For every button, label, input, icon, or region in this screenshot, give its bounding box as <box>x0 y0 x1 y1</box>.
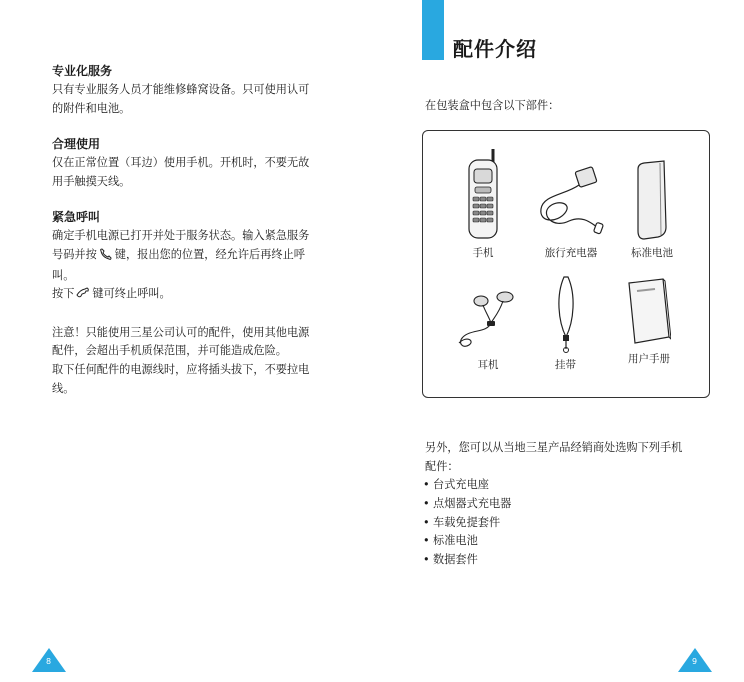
body-text: 按下 <box>52 287 75 301</box>
list-item-text: 车载免提套件 <box>433 515 501 529</box>
note-line: 取下任何配件的电源线时，应将插头拔下，不要拉电 <box>52 362 310 376</box>
body-text: 键可终止呼叫。 <box>92 287 171 301</box>
section-title: 紧急呼叫 <box>52 210 101 225</box>
left-page-content <box>52 62 322 415</box>
section-emergency-call <box>52 208 322 305</box>
page-number-left: 8 <box>46 657 52 666</box>
list-item-text: 数据套件 <box>433 553 478 567</box>
bullet: • <box>423 534 430 548</box>
section-title: 合理使用 <box>52 137 101 152</box>
optional-accessories-intro <box>425 439 705 476</box>
section-professional-service <box>52 62 322 118</box>
package-contents-box <box>422 130 710 398</box>
chapter-title: 配件介绍 <box>453 37 537 61</box>
section-title: 专业化服务 <box>52 64 113 78</box>
body-text: 键，报出您的位置，经允许后再终止呼 <box>114 247 305 261</box>
item-label-phone: 手机 <box>472 247 494 259</box>
body-text: 号码并按 <box>52 247 97 261</box>
body-line: 的附件和电池。 <box>52 101 131 115</box>
item-label-user-manual: 用户手册 <box>628 353 670 365</box>
note-line: 配件，会超出手机质保范围，并可能造成危险。 <box>52 344 287 358</box>
list-item <box>423 476 511 495</box>
package-intro: 在包装盒中包含以下部件： <box>425 99 560 112</box>
item-label-standard-battery: 标准电池 <box>631 247 673 259</box>
body-line: 用手触摸天线。 <box>52 174 131 188</box>
intro-line: 另外，您可以从当地三星产品经销商处选购下列手机 <box>425 441 683 454</box>
list-item <box>423 532 511 551</box>
body-line <box>52 285 322 306</box>
section-note <box>52 324 322 398</box>
user-manual-icon <box>627 277 671 347</box>
list-item <box>423 514 511 533</box>
item-strap <box>555 275 576 372</box>
bullet: • <box>423 496 430 510</box>
note-line: 注意！只能使用三星公司认可的配件，使用其他电源 <box>52 325 310 339</box>
bullet: • <box>423 515 430 529</box>
intro-line: 配件： <box>425 459 459 473</box>
travel-charger-icon <box>535 165 607 241</box>
item-label-strap: 挂带 <box>555 359 576 371</box>
list-item <box>423 551 511 570</box>
list-item-text: 标准电池 <box>433 534 478 548</box>
body-line: 仅在正常位置（耳边）使用手机。开机时，不要无故 <box>52 156 310 170</box>
earphone-icon <box>453 289 523 353</box>
list-item <box>423 495 511 514</box>
page-number-right: 9 <box>692 657 698 666</box>
battery-icon <box>634 159 670 241</box>
list-item-text: 台式充电座 <box>433 478 489 491</box>
item-standard-battery <box>631 159 673 260</box>
item-user-manual <box>627 277 671 366</box>
strap-icon <box>556 275 576 353</box>
note-line: 线。 <box>52 381 75 395</box>
body-line: 确定手机电源已打开并处于服务状态。输入紧急服务 <box>52 229 310 243</box>
send-key-icon <box>99 248 113 267</box>
item-earphone <box>453 289 523 372</box>
item-label-earphone: 耳机 <box>477 359 499 371</box>
item-phone <box>463 147 503 260</box>
phone-icon <box>463 147 503 241</box>
item-label-travel-charger: 旅行充电器 <box>544 247 598 259</box>
list-item-text: 点烟器式充电器 <box>433 496 512 510</box>
item-travel-charger <box>535 165 607 260</box>
bullet: • <box>423 553 430 567</box>
body-line: 叫。 <box>52 268 75 282</box>
body-line <box>52 246 322 267</box>
chapter-accent-bar <box>422 0 444 60</box>
section-proper-use <box>52 135 322 191</box>
bullet: • <box>423 478 430 491</box>
optional-accessories-list <box>423 476 511 570</box>
end-key-icon <box>76 287 90 306</box>
body-line: 只有专业服务人员才能维修蜂窝设备。只可使用认可 <box>52 83 310 96</box>
